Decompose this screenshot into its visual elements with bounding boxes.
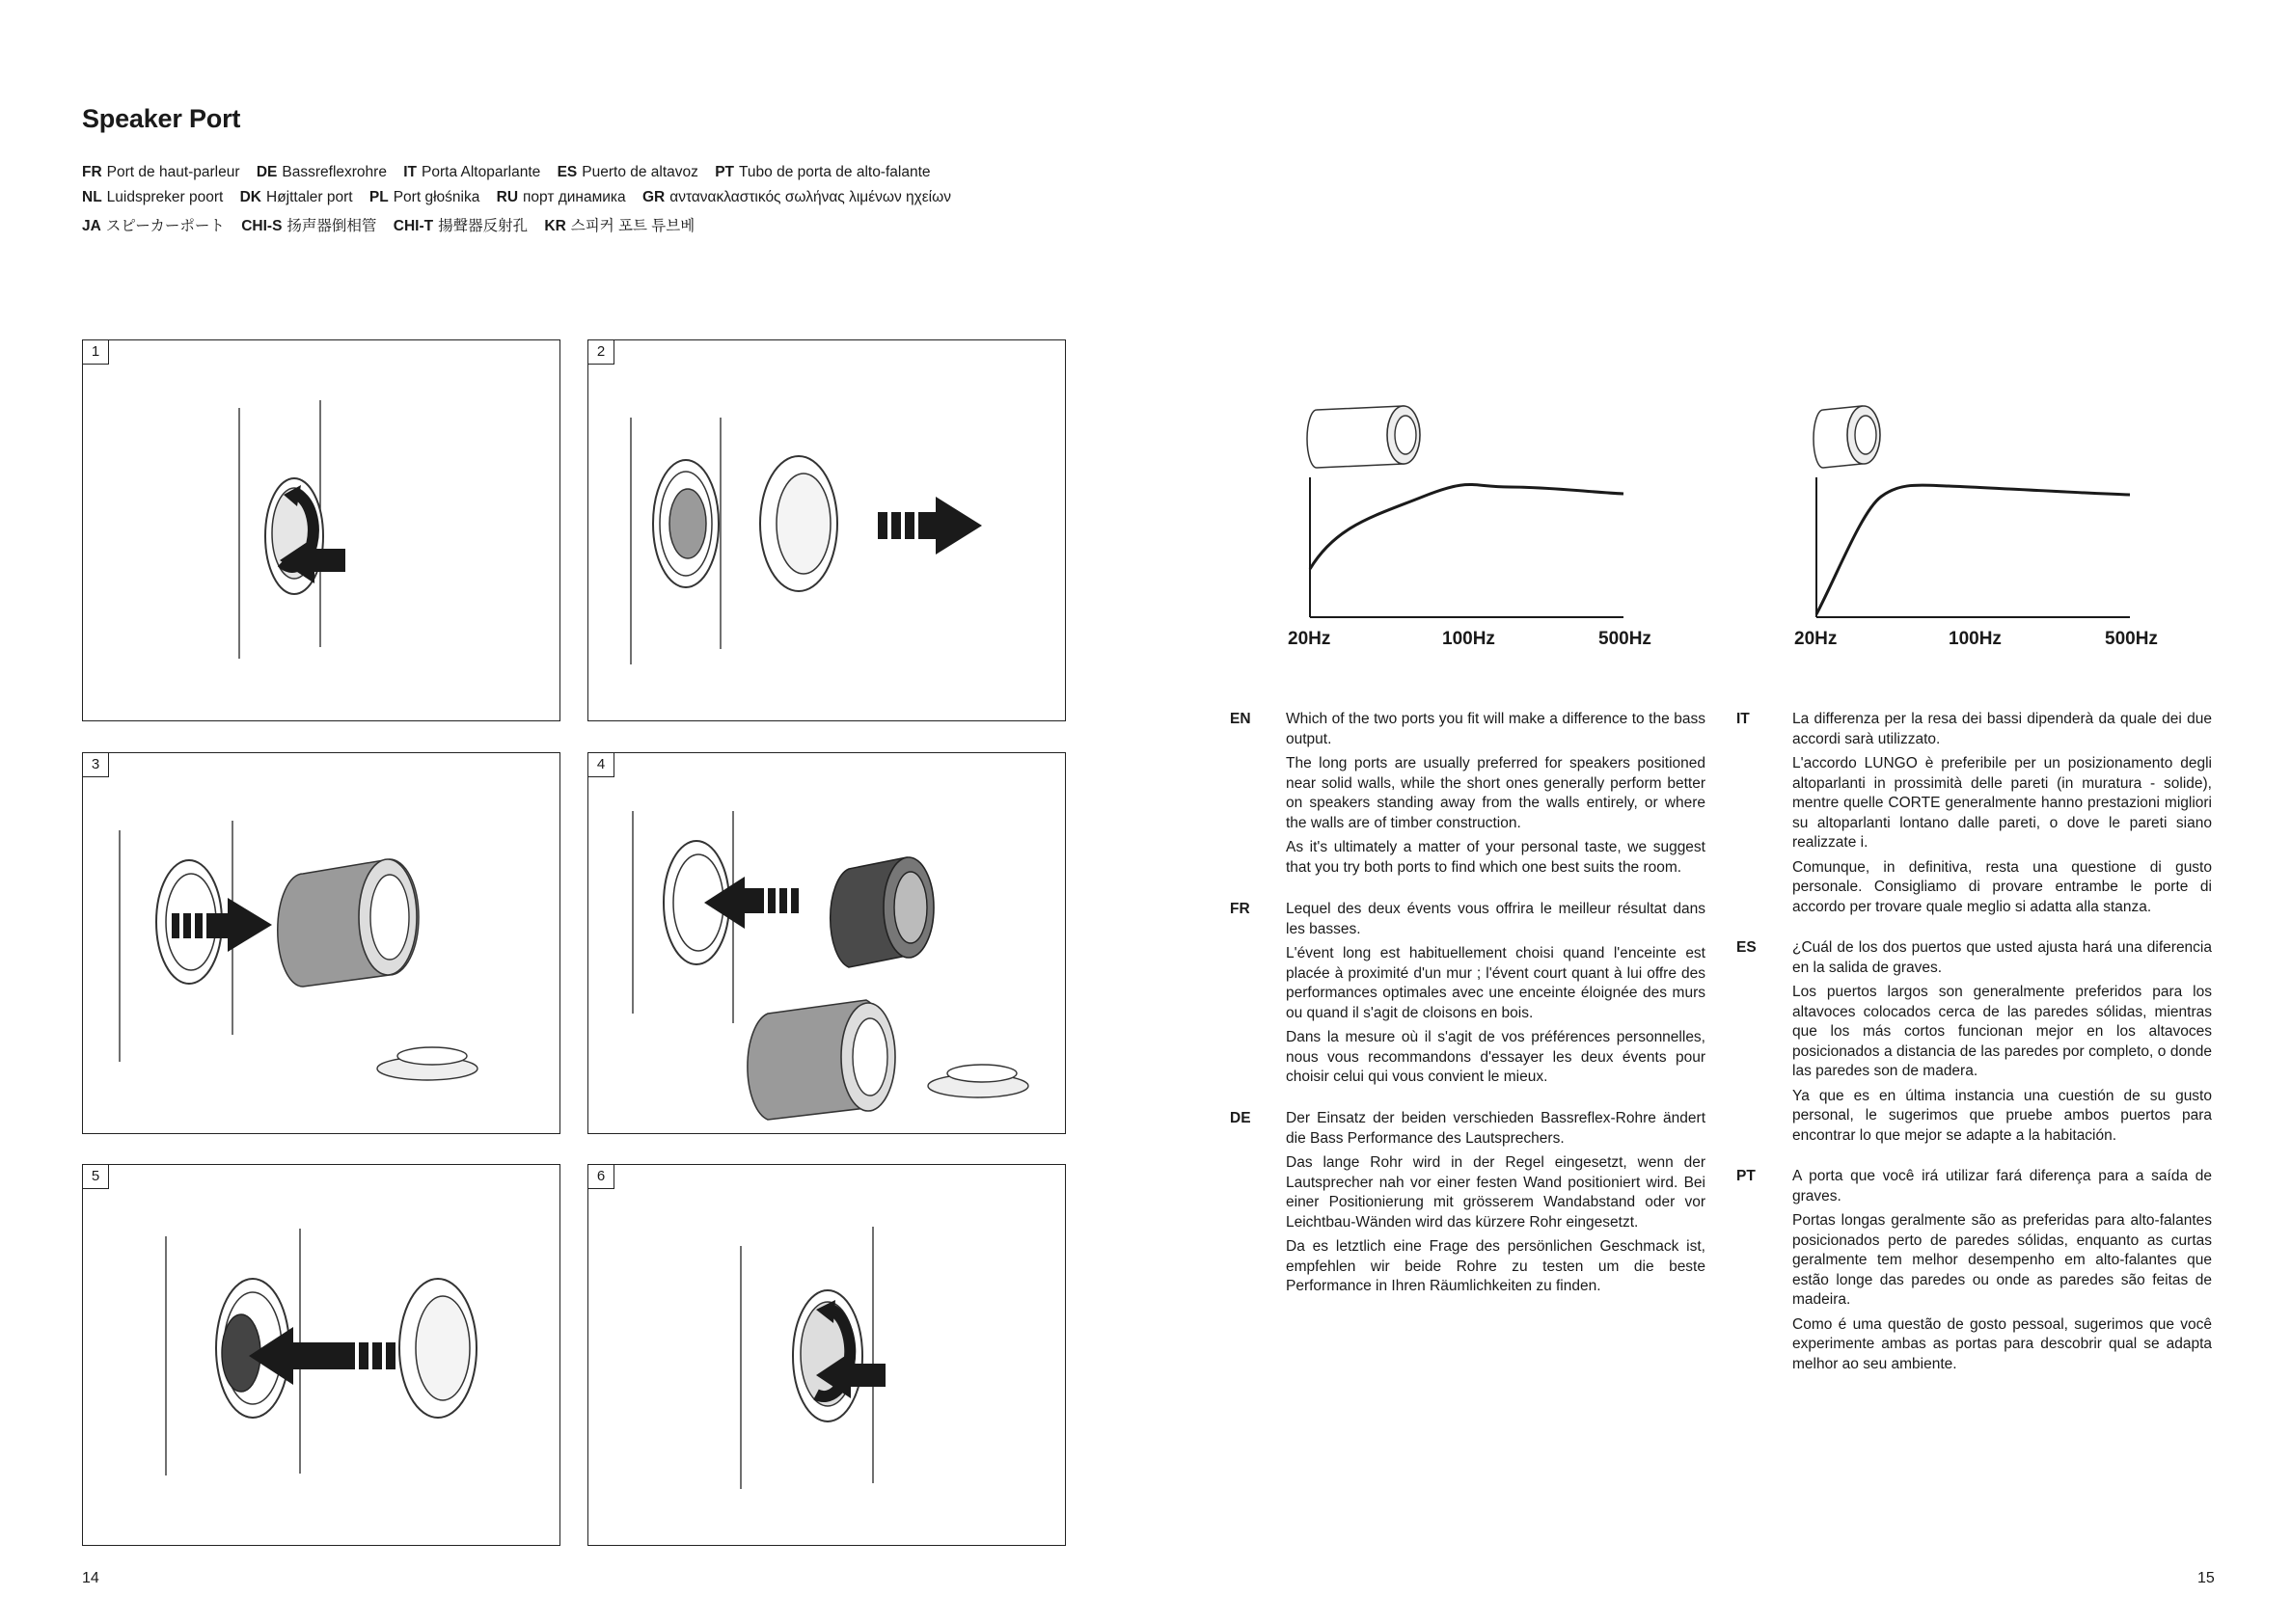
translation-row-3	[82, 214, 707, 235]
translation-item: JA スピーカーポート	[82, 218, 225, 234]
step-panel-1	[82, 339, 560, 721]
step-5-illustration	[83, 1165, 561, 1547]
paragraph: Da es letztlich eine Frage des persönlichen Geschmack ist, empfehlen wir beide Rohre zu testen um die beste Performance in Ihren Räumlichkeiten zu finden.	[1286, 1238, 1705, 1294]
paragraph: The long ports are usually preferred for speakers positioned near solid walls, while the short ones generally perform better on speakers standing away from the walls entirely, or where the walls are of timber construction.	[1286, 755, 1705, 831]
language-code: EN	[1230, 711, 1251, 727]
translation-row-2	[82, 189, 964, 206]
step-panel-6	[587, 1164, 1066, 1546]
language-code: IT	[1736, 711, 1750, 727]
translation-row-1	[82, 164, 943, 181]
language-block-it	[1736, 710, 2212, 922]
language-code: ES	[1736, 939, 1757, 956]
translation-item: CHI-S 扬声器倒相管	[241, 218, 377, 234]
step-3-illustration	[83, 753, 561, 1135]
step-number: 1	[83, 340, 109, 365]
translation-item: NL Luidspreker poort	[82, 189, 224, 205]
step-number: 3	[83, 753, 109, 777]
paragraph: Los puertos largos son generalmente preferidos para los altavoces colocados cerca de las paredes sólidas, mientras que los más cortos funcionan mejor en los altavoces posicionados a distancia de las paredes por completo, o donde las paredes son de madera.	[1792, 984, 2212, 1079]
step-number: 6	[588, 1165, 614, 1189]
translation-item: CHI-T 揚聲器反射孔	[393, 218, 529, 234]
paragraph: Which of the two ports you fit will make a difference to the bass output.	[1286, 711, 1705, 747]
translation-item: PL Port głośnika	[368, 189, 480, 205]
frequency-graph-short-port	[1785, 391, 2151, 622]
axis-label: 500Hz	[2105, 629, 2158, 649]
translation-item: DE Bassreflexrohre	[256, 164, 387, 180]
step-panel-5	[82, 1164, 560, 1546]
page-number-right: 15	[2197, 1570, 2215, 1586]
paragraph: La differenza per la resa dei bassi dipenderà da quale dei due accordi sarà utilizzato.	[1792, 711, 2212, 747]
language-block-de	[1230, 1109, 1705, 1302]
axis-label: 100Hz	[1442, 629, 1495, 649]
paragraph: Der Einsatz der beiden verschieden Bassreflex-Rohre ändert die Bass Performance des Lautsprechers.	[1286, 1110, 1705, 1147]
axis-label: 20Hz	[1794, 629, 1838, 649]
step-6-illustration	[588, 1165, 1067, 1547]
step-4-illustration	[588, 753, 1067, 1135]
language-code: PT	[1736, 1168, 1756, 1184]
axis-label: 20Hz	[1288, 629, 1331, 649]
paragraph: Das lange Rohr wird in der Regel eingesetzt, wenn der Lautsprecher nah vor einer festen Wand positioniert wird. Bei einer Positionierung mit grösserem Wandabstand oder vor Leichtbau-Wänden wird das kürzere Rohr eingesetzt.	[1286, 1154, 1705, 1231]
translation-item: KR 스피커 포트 튜브베	[544, 218, 695, 234]
paragraph: Como é uma questão de gosto pessoal, sugerimos que você experimente ambas as portas para descobrir qual se adapta melhor ao seu ambiente.	[1792, 1315, 2212, 1372]
step-panel-4	[587, 752, 1066, 1134]
translation-item: GR αντανακλαστικός σωλήνας λιμένων ηχείων	[641, 189, 951, 205]
paragraph: Dans la mesure où il s'agit de vos préférences personnelles, nous vous recommandons d'essayer les deux évents pour choisir celui qui vous convient le mieux.	[1286, 1029, 1705, 1085]
paragraph: A porta que você irá utilizar fará diferença para a saída de graves.	[1792, 1168, 2212, 1204]
step-1-illustration	[83, 340, 561, 722]
language-code: DE	[1230, 1110, 1251, 1126]
paragraph: Lequel des deux évents vous offrira le meilleur résultat dans les basses.	[1286, 901, 1705, 937]
translation-item: ES Puerto de altavoz	[557, 164, 698, 180]
paragraph: Comunque, in definitiva, resta una questione di gusto personale. Consigliamo di provare entrambe le porte di accordo per trovare quale meglio si adatta alla stanza.	[1792, 858, 2212, 915]
language-block-en	[1230, 710, 1705, 882]
step-number: 4	[588, 753, 614, 777]
paragraph: ¿Cuál de los dos puertos que usted ajusta hará una diferencia en la salida de graves.	[1792, 939, 2212, 976]
step-panel-3	[82, 752, 560, 1134]
paragraph: Ya que es en última instancia una cuestión de su gusto personal, le sugerimos que pruebe ambos puertos para encontrar lo que mejor se adapte a la habitación.	[1792, 1087, 2212, 1144]
translation-item: RU порт динамика	[496, 189, 626, 205]
language-block-es	[1736, 938, 2212, 1150]
language-block-pt	[1736, 1167, 2212, 1379]
translation-item: DK Højttaler port	[239, 189, 353, 205]
paragraph: As it's ultimately a matter of your personal taste, we suggest that you try both ports to find which one best suits the room.	[1286, 839, 1705, 876]
axis-label: 100Hz	[1949, 629, 2002, 649]
step-number: 2	[588, 340, 614, 365]
frequency-graph-long-port	[1278, 391, 1645, 622]
language-block-fr	[1230, 900, 1705, 1093]
step-panel-2	[587, 339, 1066, 721]
language-code: FR	[1230, 901, 1250, 917]
axis-label: 500Hz	[1598, 629, 1651, 649]
step-2-illustration	[588, 340, 1067, 722]
translation-item: FR Port de haut-parleur	[82, 164, 240, 180]
page-number-left: 14	[82, 1570, 99, 1586]
paragraph: L'évent long est habituellement choisi quand l'enceinte est placée à proximité d'un mur ; l'évent court quant à lui offre des performances optimales avec une enceinte éloignée des murs ou quand il s'agit de cloisons en bois.	[1286, 945, 1705, 1021]
translation-item: PT Tubo de porta de alto-falante	[715, 164, 931, 180]
translation-item: IT Porta Altoparlante	[403, 164, 541, 180]
page-title: Speaker Port	[82, 104, 241, 133]
paragraph: Portas longas geralmente são as preferidas para alto-falantes posicionados perto de paredes sólidas, enquanto as curtas geralmente tem melhor desempenho em alto-falantes que estão longe das paredes ou onde as paredes são feitas de madeira.	[1792, 1212, 2212, 1308]
paragraph: L'accordo LUNGO è preferibile per un posizionamento degli altoparlanti in prossimità delle pareti (in muratura - solide), mentre quelle CORTE generalmente hanno prestazioni migliori su altoparlanti lontano dalle pareti, o dove le pareti siano realizzate i.	[1792, 755, 2212, 851]
step-number: 5	[83, 1165, 109, 1189]
